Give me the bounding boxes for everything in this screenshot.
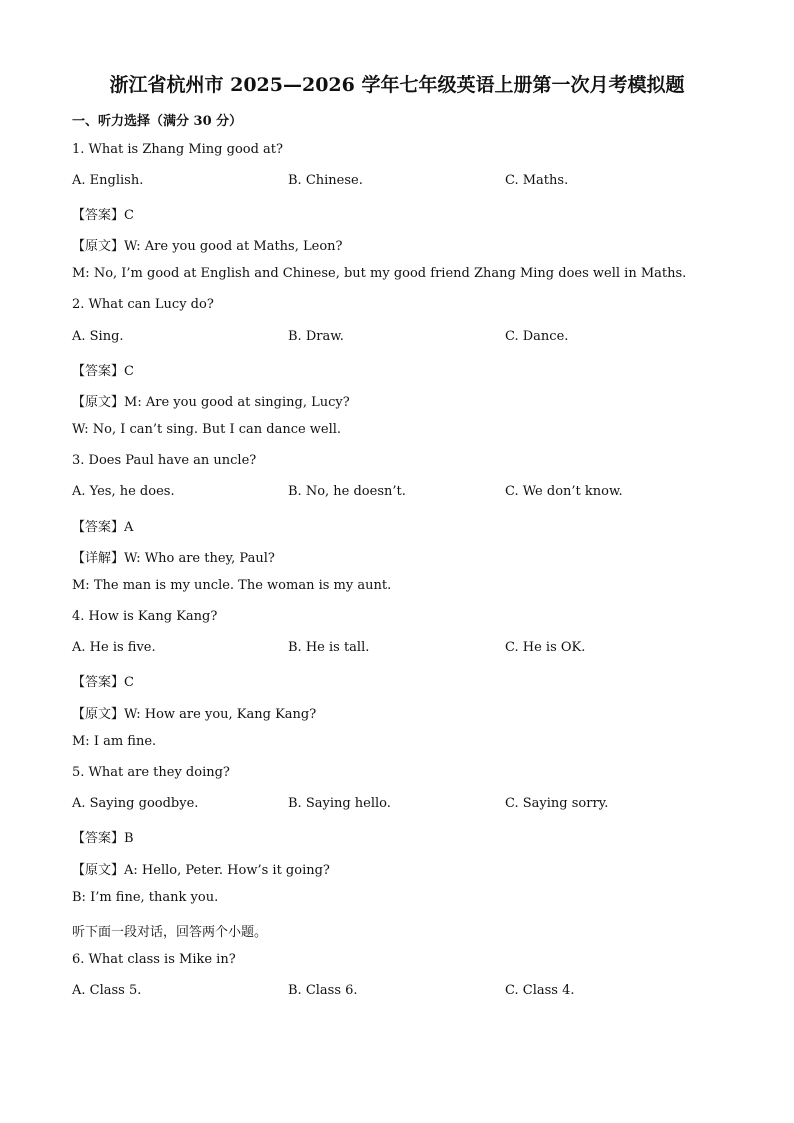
q6-option-a: A. Class 5. bbox=[72, 983, 142, 998]
q5-source-line-1 bbox=[72, 859, 330, 878]
source-text: M: Are you good at singing, Lucy? bbox=[124, 395, 350, 410]
q5-source-line-2: B: I’m fine, thank you. bbox=[72, 890, 219, 905]
question-2: 2. What can Lucy do? bbox=[72, 297, 214, 312]
q3-option-c: C. We don’t know. bbox=[505, 484, 623, 499]
q1-option-b: B. Chinese. bbox=[288, 173, 363, 188]
source-tag: 【详解】 bbox=[72, 551, 125, 566]
source-tag: 【原文】 bbox=[72, 239, 125, 254]
listening-instruction: 听下面一段对话，回答两个小题。 bbox=[72, 925, 268, 940]
source-tag: 【原文】 bbox=[72, 395, 125, 410]
q2-option-b: B. Draw. bbox=[288, 329, 344, 344]
q3-option-b: B. No, he doesn’t. bbox=[288, 484, 406, 499]
q1-source-line-1 bbox=[72, 235, 343, 254]
answer-value: B bbox=[124, 831, 134, 846]
question-4: 4. How is Kang Kang? bbox=[72, 609, 218, 624]
q4-option-c: C. He is OK. bbox=[505, 640, 586, 655]
q2-option-c: C. Dance. bbox=[505, 329, 569, 344]
source-text: W: Who are they, Paul? bbox=[124, 551, 275, 566]
q5-answer bbox=[72, 827, 134, 846]
q4-option-a: A. He is five. bbox=[72, 640, 156, 655]
q3-answer bbox=[72, 516, 133, 535]
question-3: 3. Does Paul have an uncle? bbox=[72, 453, 257, 468]
q3-source-line-1 bbox=[72, 547, 275, 566]
q4-source-line-2: M: I am fine. bbox=[72, 734, 157, 749]
q4-option-b: B. He is tall. bbox=[288, 640, 370, 655]
answer-tag: 【答案】 bbox=[72, 364, 125, 379]
source-text: W: Are you good at Maths, Leon? bbox=[124, 239, 343, 254]
question-5: 5. What are they doing? bbox=[72, 765, 230, 780]
page-title: 浙江省杭州市 2025—2026 学年七年级英语上册第一次月考模拟题 bbox=[109, 74, 685, 96]
q5-option-c: C. Saying sorry. bbox=[505, 796, 609, 811]
q4-answer bbox=[72, 671, 134, 690]
q1-answer bbox=[72, 204, 134, 223]
q5-option-b: B. Saying hello. bbox=[288, 796, 391, 811]
answer-tag: 【答案】 bbox=[72, 831, 125, 846]
source-text: W: How are you, Kang Kang? bbox=[124, 707, 317, 722]
answer-value: A bbox=[124, 520, 134, 535]
question-1: 1. What is Zhang Ming good at? bbox=[72, 142, 283, 157]
source-tag: 【原文】 bbox=[72, 707, 125, 722]
q2-option-a: A. Sing. bbox=[72, 329, 124, 344]
q5-option-a: A. Saying goodbye. bbox=[72, 796, 199, 811]
answer-tag: 【答案】 bbox=[72, 208, 125, 223]
q2-source-line-2: W: No, I can’t sing. But I can dance well. bbox=[72, 422, 342, 437]
source-tag: 【原文】 bbox=[72, 863, 125, 878]
q3-source-line-2: M: The man is my uncle. The woman is my aunt. bbox=[72, 578, 392, 593]
q1-option-c: C. Maths. bbox=[505, 173, 569, 188]
answer-tag: 【答案】 bbox=[72, 675, 125, 690]
answer-tag: 【答案】 bbox=[72, 520, 125, 535]
q2-answer bbox=[72, 360, 134, 379]
section-heading: 一、听力选择（满分 30 分） bbox=[72, 114, 243, 129]
q3-option-a: A. Yes, he does. bbox=[72, 484, 175, 499]
answer-value: C bbox=[124, 208, 134, 223]
q1-source-line-2: M: No, I’m good at English and Chinese, but my good friend Zhang Ming does well in Maths. bbox=[72, 266, 687, 281]
answer-value: C bbox=[124, 675, 134, 690]
q6-option-c: C. Class 4. bbox=[505, 983, 575, 998]
q2-source-line-1 bbox=[72, 391, 350, 410]
q6-option-b: B. Class 6. bbox=[288, 983, 358, 998]
source-text: A: Hello, Peter. How’s it going? bbox=[124, 863, 330, 878]
q1-option-a: A. English. bbox=[72, 173, 144, 188]
q4-source-line-1 bbox=[72, 703, 316, 722]
answer-value: C bbox=[124, 364, 134, 379]
question-6: 6. What class is Mike in? bbox=[72, 952, 236, 967]
